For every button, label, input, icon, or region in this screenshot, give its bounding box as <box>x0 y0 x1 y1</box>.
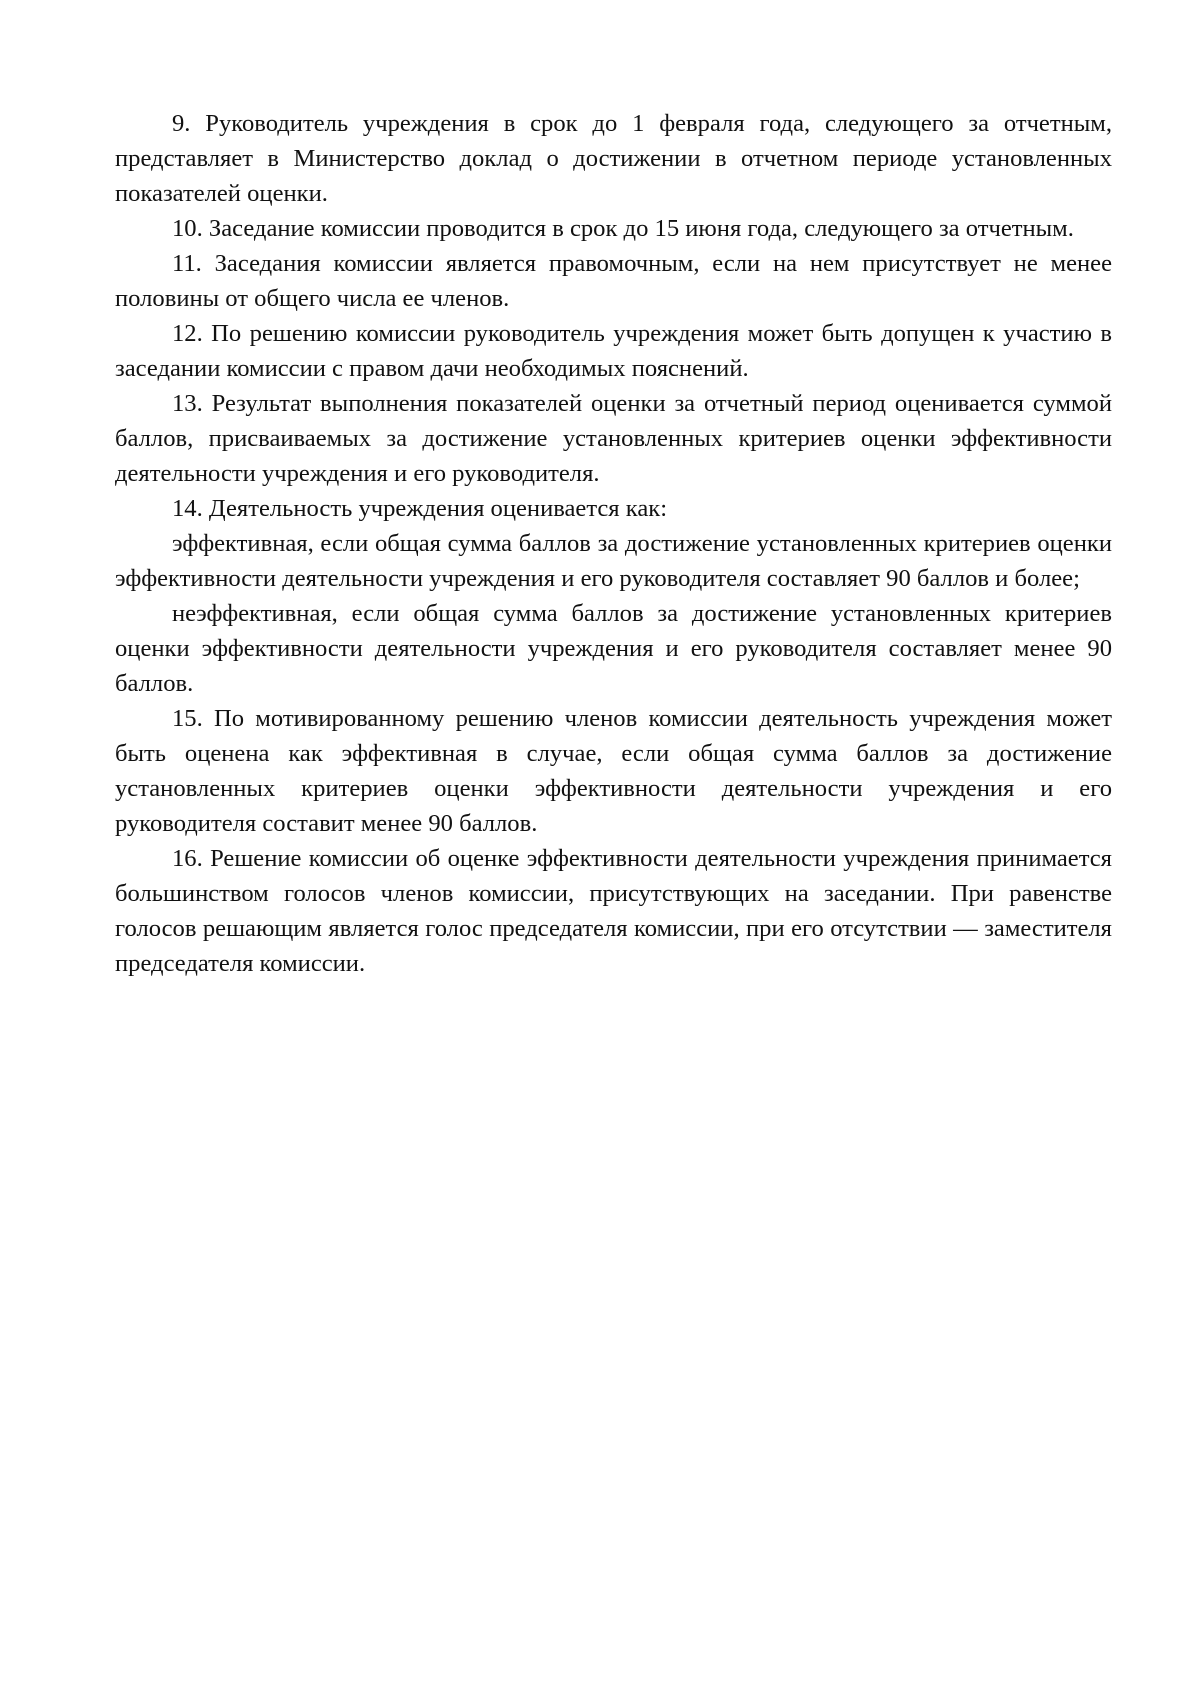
paragraph-10: 10. Заседание комиссии проводится в срок до 15 июня года, следующего за отчетным. <box>172 215 1074 242</box>
paragraph-16: 16. Решение комиссии об оценке эффективности деятельности учреждения принимается большинством голосов членов комиссии, присутствующих на заседании. При равенстве голосов решающим является голос председателя комиссии, при его отсутствии — заместителя председателя комиссии. <box>115 845 1112 977</box>
paragraph-9: 9. Руководитель учреждения в срок до 1 февраля года, следующего за отчетным, представляет в Министерство доклад о достижении в отчетном периоде установленных показателей оценки. <box>115 110 1112 207</box>
document-body <box>115 106 1112 981</box>
paragraph-12: 12. По решению комиссии руководитель учреждения может быть допущен к участию в заседании комиссии с правом дачи необходимых пояснений. <box>115 320 1112 382</box>
paragraph-15: 15. По мотивированному решению членов комиссии деятельность учреждения может быть оценена как эффективная в случае, если общая сумма баллов за достижение установленных критериев оценки эффективности деятельности учреждения и его руководителя составит менее 90 баллов. <box>115 705 1112 837</box>
paragraph-14-ineffective: неэффективная, если общая сумма баллов за достижение установленных критериев оценки эффективности деятельности учреждения и его руководителя составляет менее 90 баллов. <box>115 600 1112 697</box>
paragraph-13: 13. Результат выполнения показателей оценки за отчетный период оценивается суммой баллов, присваиваемых за достижение установленных критериев оценки эффективности деятельности учреждения и его руководителя. <box>115 390 1112 487</box>
paragraph-11: 11. Заседания комиссии является правомочным, если на нем присутствует не менее половины от общего числа ее членов. <box>115 250 1112 312</box>
paragraph-14: 14. Деятельность учреждения оценивается как: <box>172 495 668 522</box>
paragraph-14-effective: эффективная, если общая сумма баллов за достижение установленных критериев оценки эффективности деятельности учреждения и его руководителя составляет 90 баллов и более; <box>115 530 1112 592</box>
